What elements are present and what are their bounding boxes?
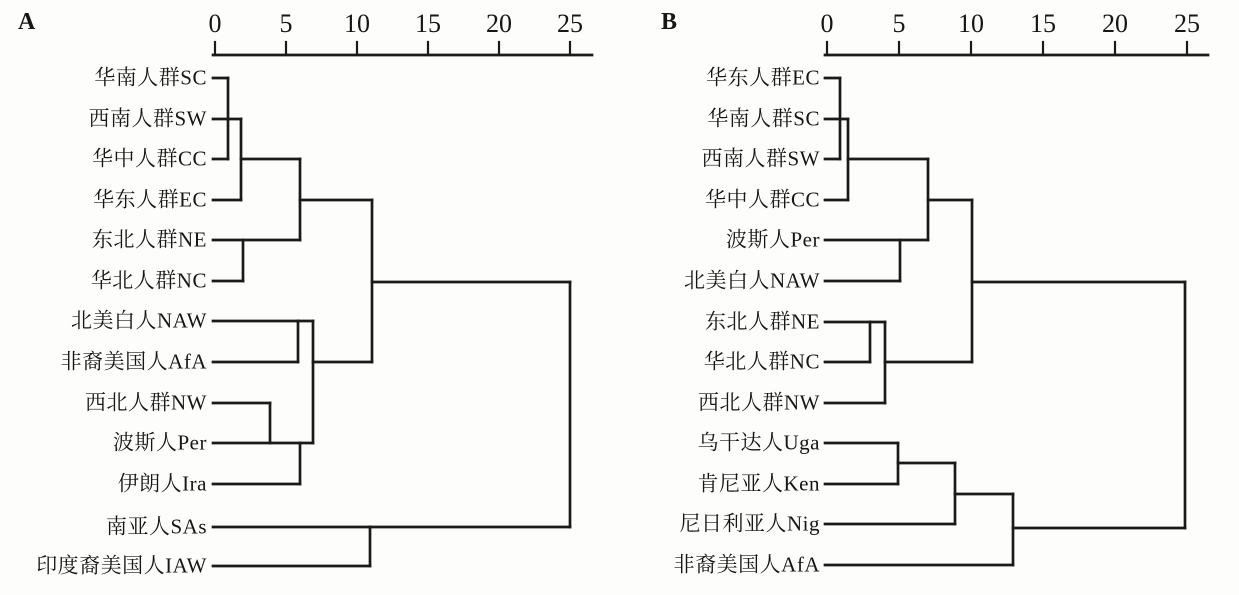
axis-tick-label: 5: [279, 9, 293, 38]
axis-tick-label: 20: [1102, 9, 1128, 38]
leaf-label: 西北人群NW: [698, 390, 820, 415]
leaf-label: 非裔美国人AfA: [673, 552, 820, 577]
leaf-label: 波斯人Per: [113, 430, 207, 455]
axis-tick-label: 0: [208, 9, 222, 38]
leaf-label: 北美白人NAW: [684, 268, 820, 293]
leaf-label: 华东人群EC: [706, 65, 820, 90]
leaf-label: 非裔美国人AfA: [60, 349, 207, 374]
leaf-label: 波斯人Per: [726, 227, 820, 252]
leaf-label: 伊朗人Ira: [117, 471, 207, 496]
axis-tick-label: 20: [486, 9, 512, 38]
leaf-label: 尼日利亚人Nig: [679, 511, 820, 536]
leaf-label: 华南人群SC: [707, 106, 820, 131]
leaf-label: 华北人群NC: [90, 268, 207, 293]
leaf-label: 西北人群NW: [85, 390, 207, 415]
leaf-label: 华北人群NC: [703, 349, 820, 374]
panel-label: A: [18, 9, 36, 35]
axis-tick-label: 5: [892, 9, 906, 38]
axis-tick-label: 15: [1030, 9, 1056, 38]
axis-tick-label: 10: [344, 9, 370, 38]
leaf-label: 印度裔美国人IAW: [36, 553, 207, 578]
leaf-label: 东北人群NE: [705, 309, 820, 334]
panel-label: B: [661, 9, 678, 35]
axis-tick-label: 0: [820, 9, 834, 38]
leaf-label: 西南人群SW: [88, 106, 207, 131]
leaf-label: 西南人群SW: [701, 146, 820, 171]
axis-tick-label: 15: [415, 9, 441, 38]
axis-tick-label: 25: [557, 9, 583, 38]
leaf-label: 南亚人SAs: [105, 514, 207, 539]
axis-tick-label: 10: [958, 9, 984, 38]
leaf-label: 北美白人NAW: [71, 308, 207, 333]
axis-tick-label: 25: [1174, 9, 1200, 38]
leaf-label: 华南人群SC: [94, 65, 207, 90]
leaf-label: 华东人群EC: [93, 187, 207, 212]
leaf-label: 肯尼亚人Ken: [697, 471, 820, 496]
leaf-label: 东北人群NE: [92, 227, 207, 252]
leaf-label: 华中人群CC: [704, 187, 820, 212]
leaf-label: 乌干达人Uga: [697, 430, 820, 455]
leaf-label: 华中人群CC: [91, 146, 207, 171]
